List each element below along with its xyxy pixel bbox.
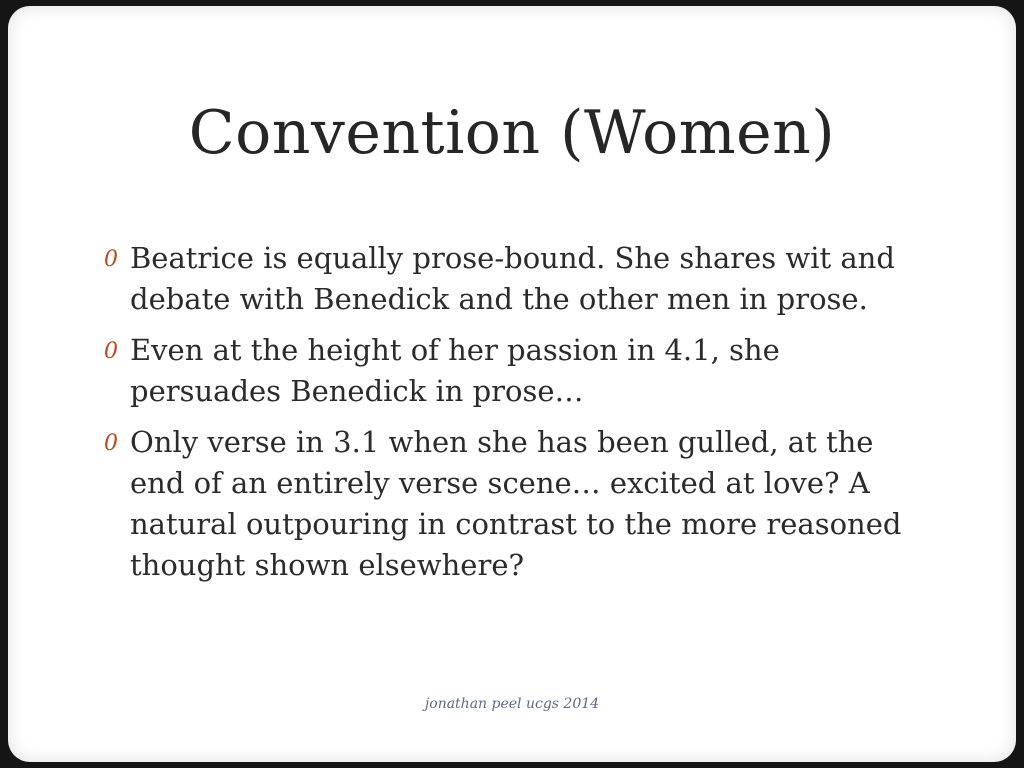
bullet-text: Beatrice is equally prose-bound. She shares wit and debate with Benedick and the other men in prose. [130,241,895,316]
bullet-list [104,238,924,596]
slide [8,6,1016,762]
slide-title: Convention (Women) [188,98,836,168]
bullet-marker: 0 [104,431,118,456]
bullet-marker: 0 [104,247,118,272]
bullet-text: Only verse in 3.1 when she has been gulled, at the end of an entirely verse scene… excited at love? A natural outpouring in contrast to the more reasoned thought shown elsewhere? [130,425,902,582]
footer-credit: jonathan peel ucgs 2014 [424,696,600,712]
bullet-item [104,422,924,586]
bullet-item [104,330,924,412]
bullet-text: Even at the height of her passion in 4.1, she persuades Benedick in prose… [130,333,780,408]
bullet-marker: 0 [104,339,118,364]
bullet-item [104,238,924,320]
